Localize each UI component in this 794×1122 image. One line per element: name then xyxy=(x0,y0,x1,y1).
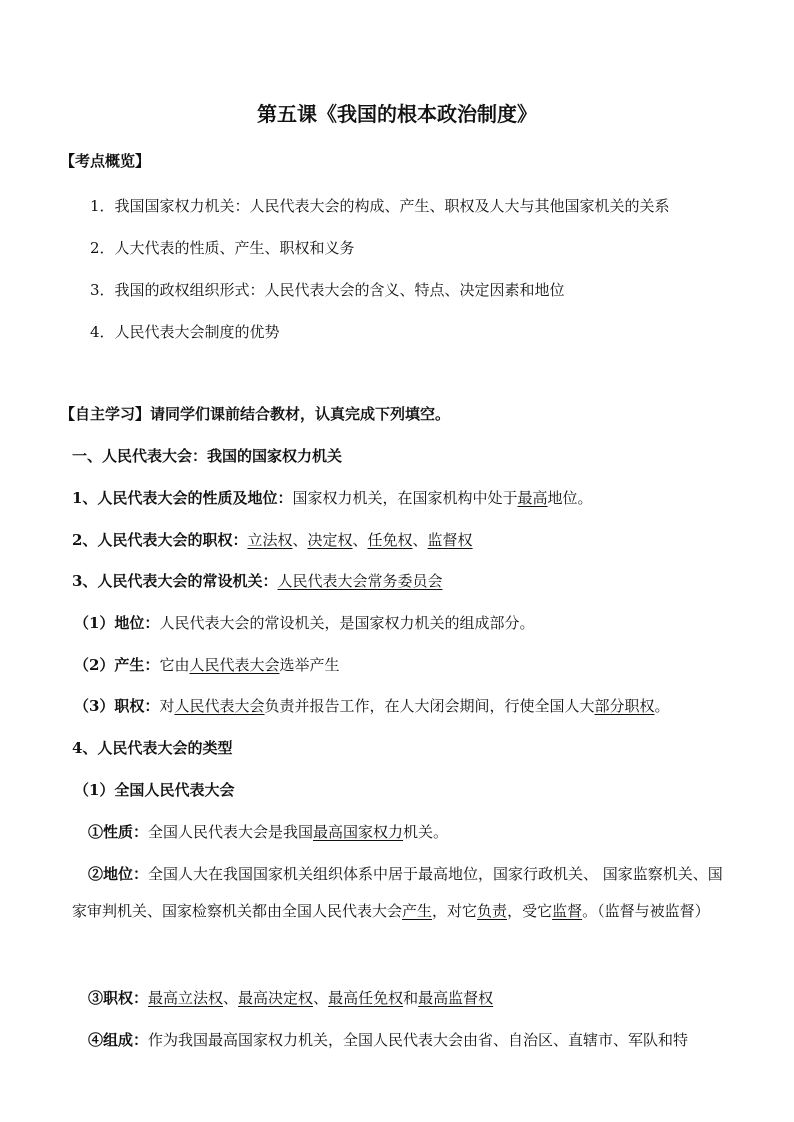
npc-position-label: ②地位： xyxy=(88,865,149,883)
point-2-label: 2、人民代表大会的职权： xyxy=(72,531,248,549)
npc-powers-blank-2: 最高决定权 xyxy=(238,989,314,1007)
npc-position xyxy=(72,856,734,930)
npc-composition xyxy=(88,1029,736,1051)
npc-nature-label: ①性质： xyxy=(88,823,149,841)
npc-position-blank-1: 产生 xyxy=(402,902,433,920)
point-1-end: 地位。 xyxy=(547,489,593,507)
npc-powers xyxy=(88,987,748,1009)
point-3 xyxy=(72,570,732,592)
npc-position-text: 全国人大在我国国家机关组织体系中居于最高地位，国家行政机关、 国家监察机关、国家审判机关、国家检察机关都由全国人民代表大会 xyxy=(72,865,723,920)
point-2-sep-1: 、 xyxy=(292,531,308,549)
npc-powers-blank-1: 最高立法权 xyxy=(148,989,224,1007)
overview-heading: 【考点概览】 xyxy=(60,152,151,170)
point-2 xyxy=(72,529,732,551)
point-2-sep-3: 、 xyxy=(412,531,428,549)
npc-composition-text: 作为我国最高国家权力机关，全国人民代表大会由省、自治区、直辖市、军队和特 xyxy=(148,1031,689,1049)
point-1-label: 1、人民代表大会的性质及地位： xyxy=(72,489,293,507)
point-2-blank-2: 决定权 xyxy=(307,531,353,549)
study-heading: 【自主学习】请同学们课前结合教材，认真完成下列填空。 xyxy=(60,405,451,423)
point-3-3-label: （3）职权： xyxy=(74,697,160,715)
page-title: 第五课《我国的根本政治制度》 xyxy=(257,102,537,126)
npc-position-sep-1: ，对它 xyxy=(432,902,478,920)
overview-item-3: 3．我国的政权组织形式：人民代表大会的含义、特点、决定因素和地位 xyxy=(90,281,565,299)
point-2-sep-2: 、 xyxy=(352,531,368,549)
npc-powers-blank-4: 最高监督权 xyxy=(418,989,494,1007)
npc-powers-label: ③职权： xyxy=(88,989,149,1007)
point-2-blank-4: 监督权 xyxy=(427,531,473,549)
point-4: 4、人民代表大会的类型 xyxy=(72,739,233,757)
point-3-2-blank: 人民代表大会 xyxy=(189,656,280,674)
point-3-3-text: 对 xyxy=(159,697,175,715)
npc-nature-blank: 最高国家权力 xyxy=(313,823,404,841)
point-1-blank: 最高 xyxy=(517,489,548,507)
point-3-1-text: 人民代表大会的常设机关，是国家权力机关的组成部分。 xyxy=(159,614,535,632)
point-3-2-label: （2）产生： xyxy=(74,656,160,674)
npc-position-blank-3: 监督 xyxy=(552,902,583,920)
npc-composition-label: ④组成： xyxy=(88,1031,149,1049)
point-3-3 xyxy=(74,695,734,717)
point-3-3-mid: 负责并报告工作，在人大闭会期间，行使全国人大 xyxy=(264,697,595,715)
overview-item-4: 4．人民代表大会制度的优势 xyxy=(90,323,280,341)
point-3-3-blank-1: 人民代表大会 xyxy=(174,697,265,715)
overview-item-2: 2．人大代表的性质、产生、职权和义务 xyxy=(90,239,355,257)
point-3-2-text: 它由 xyxy=(159,656,190,674)
npc-position-blank-2: 负责 xyxy=(477,902,508,920)
npc-powers-sep-3: 和 xyxy=(403,989,419,1007)
npc-powers-blank-3: 最高任免权 xyxy=(328,989,404,1007)
npc-nature-end: 机关。 xyxy=(403,823,449,841)
point-3-label: 3、人民代表大会的常设机关： xyxy=(72,572,278,590)
point-3-2-end: 选举产生 xyxy=(279,656,340,674)
npc-nature xyxy=(88,821,748,843)
point-3-blank: 人民代表大会常务委员会 xyxy=(277,572,443,590)
npc-powers-sep-1: 、 xyxy=(223,989,239,1007)
point-1-text: 国家权力机关，在国家机构中处于 xyxy=(292,489,518,507)
point-3-3-end: 。 xyxy=(654,697,670,715)
npc-position-end: 。（监督与被监督） xyxy=(582,902,710,920)
point-3-1-label: （1）地位： xyxy=(74,614,160,632)
point-2-blank-3: 任免权 xyxy=(367,531,413,549)
point-3-2 xyxy=(74,654,734,676)
overview-item-1: 1．我国国家权力机关：人民代表大会的构成、产生、职权及人大与其他国家机关的关系 xyxy=(90,197,670,215)
point-3-1 xyxy=(74,612,734,634)
point-1 xyxy=(72,487,732,509)
section-heading-1: 一、人民代表大会：我国的国家权力机关 xyxy=(72,447,343,465)
point-2-blank-1: 立法权 xyxy=(247,531,293,549)
point-4-1: （1）全国人民代表大会 xyxy=(74,781,235,799)
npc-nature-text: 全国人民代表大会是我国 xyxy=(148,823,314,841)
npc-powers-sep-2: 、 xyxy=(313,989,329,1007)
npc-position-sep-2: ，受它 xyxy=(507,902,553,920)
point-3-3-blank-2: 部分职权 xyxy=(594,697,655,715)
